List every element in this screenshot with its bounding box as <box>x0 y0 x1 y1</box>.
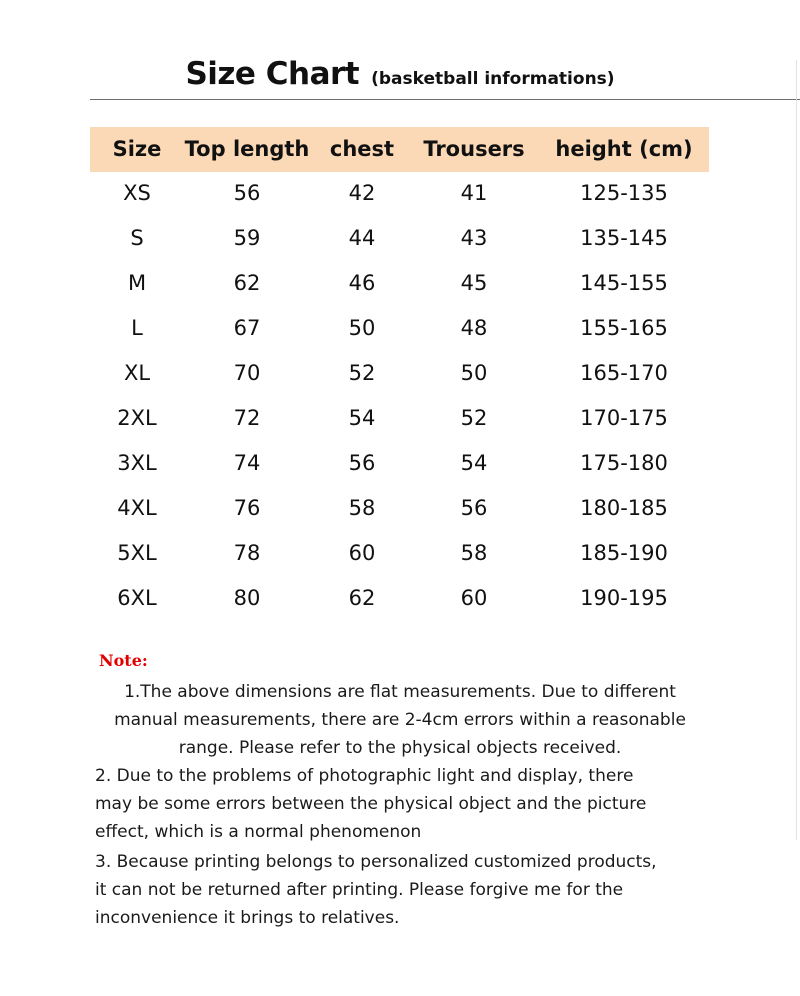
note-3 <box>95 848 715 932</box>
cell-trousers: 45 <box>460 271 488 295</box>
cell-size: S <box>130 226 144 250</box>
cell-chest: 44 <box>348 226 376 250</box>
cell-size: 5XL <box>117 541 157 565</box>
title-subtitle: (basketball informations) <box>371 69 615 89</box>
cell-height: 180-185 <box>580 496 668 520</box>
cell-top-length: 78 <box>233 541 261 565</box>
cell-top-length: 56 <box>233 181 261 205</box>
cell-top-length: 74 <box>233 451 261 475</box>
cell-top-length: 67 <box>233 316 261 340</box>
note-2 <box>95 762 715 846</box>
cell-chest: 50 <box>348 316 376 340</box>
cell-chest: 54 <box>348 406 376 430</box>
title-main: Size Chart <box>185 56 360 92</box>
cell-size: M <box>127 271 147 295</box>
cell-height: 165-170 <box>580 361 668 385</box>
cell-trousers: 41 <box>460 181 488 205</box>
header-top-length: Top length <box>184 137 310 161</box>
cell-size: 6XL <box>117 586 157 610</box>
cell-height: 190-195 <box>580 586 668 610</box>
cell-chest: 62 <box>348 586 376 610</box>
cell-trousers: 58 <box>460 541 488 565</box>
header-trousers: Trousers <box>423 137 525 161</box>
cell-size: XL <box>123 361 151 385</box>
cell-trousers: 50 <box>460 361 488 385</box>
cell-top-length: 70 <box>233 361 261 385</box>
note-1 <box>90 678 710 762</box>
note-1-line: manual measurements, there are 2-4cm errors within a reasonable <box>114 710 686 730</box>
cell-size: L <box>131 316 143 340</box>
cell-trousers: 56 <box>460 496 488 520</box>
note-2-line: may be some errors between the physical object and the picture <box>95 794 647 814</box>
cell-top-length: 59 <box>233 226 261 250</box>
note-2-line: effect, which is a normal phenomenon <box>95 822 422 842</box>
cell-size: 3XL <box>117 451 157 475</box>
note-1-line: range. Please refer to the physical objects received. <box>178 738 622 758</box>
cell-size: 2XL <box>117 406 157 430</box>
header-chest: chest <box>329 137 395 161</box>
cell-size: XS <box>123 181 151 205</box>
cell-chest: 52 <box>348 361 376 385</box>
cell-top-length: 72 <box>233 406 261 430</box>
cell-chest: 60 <box>348 541 376 565</box>
cell-top-length: 80 <box>233 586 261 610</box>
edge-line <box>796 60 797 840</box>
cell-trousers: 54 <box>460 451 488 475</box>
cell-trousers: 52 <box>460 406 488 430</box>
cell-height: 145-155 <box>580 271 668 295</box>
cell-trousers: 48 <box>460 316 488 340</box>
size-chart-title <box>0 56 800 92</box>
header-height: height (cm) <box>555 137 693 161</box>
cell-height: 125-135 <box>580 181 668 205</box>
note-label: Note: <box>99 651 148 670</box>
cell-top-length: 76 <box>233 496 261 520</box>
cell-chest: 58 <box>348 496 376 520</box>
note-3-line: inconvenience it brings to relatives. <box>95 908 400 928</box>
cell-top-length: 62 <box>233 271 261 295</box>
cell-height: 155-165 <box>580 316 668 340</box>
header-size: Size <box>112 137 162 161</box>
cell-chest: 56 <box>348 451 376 475</box>
note-2-line: 2. Due to the problems of photographic light and display, there <box>95 766 634 786</box>
note-3-line: 3. Because printing belongs to personalized customized products, <box>95 852 657 872</box>
cell-chest: 46 <box>348 271 376 295</box>
cell-height: 175-180 <box>580 451 668 475</box>
cell-trousers: 60 <box>460 586 488 610</box>
cell-size: 4XL <box>117 496 157 520</box>
note-1-line: 1.The above dimensions are flat measurements. Due to different <box>124 682 676 702</box>
cell-chest: 42 <box>348 181 376 205</box>
title-divider <box>90 99 800 100</box>
cell-height: 185-190 <box>580 541 668 565</box>
cell-height: 170-175 <box>580 406 668 430</box>
note-3-line: it can not be returned after printing. Please forgive me for the <box>95 880 624 900</box>
cell-height: 135-145 <box>580 226 668 250</box>
cell-trousers: 43 <box>460 226 488 250</box>
